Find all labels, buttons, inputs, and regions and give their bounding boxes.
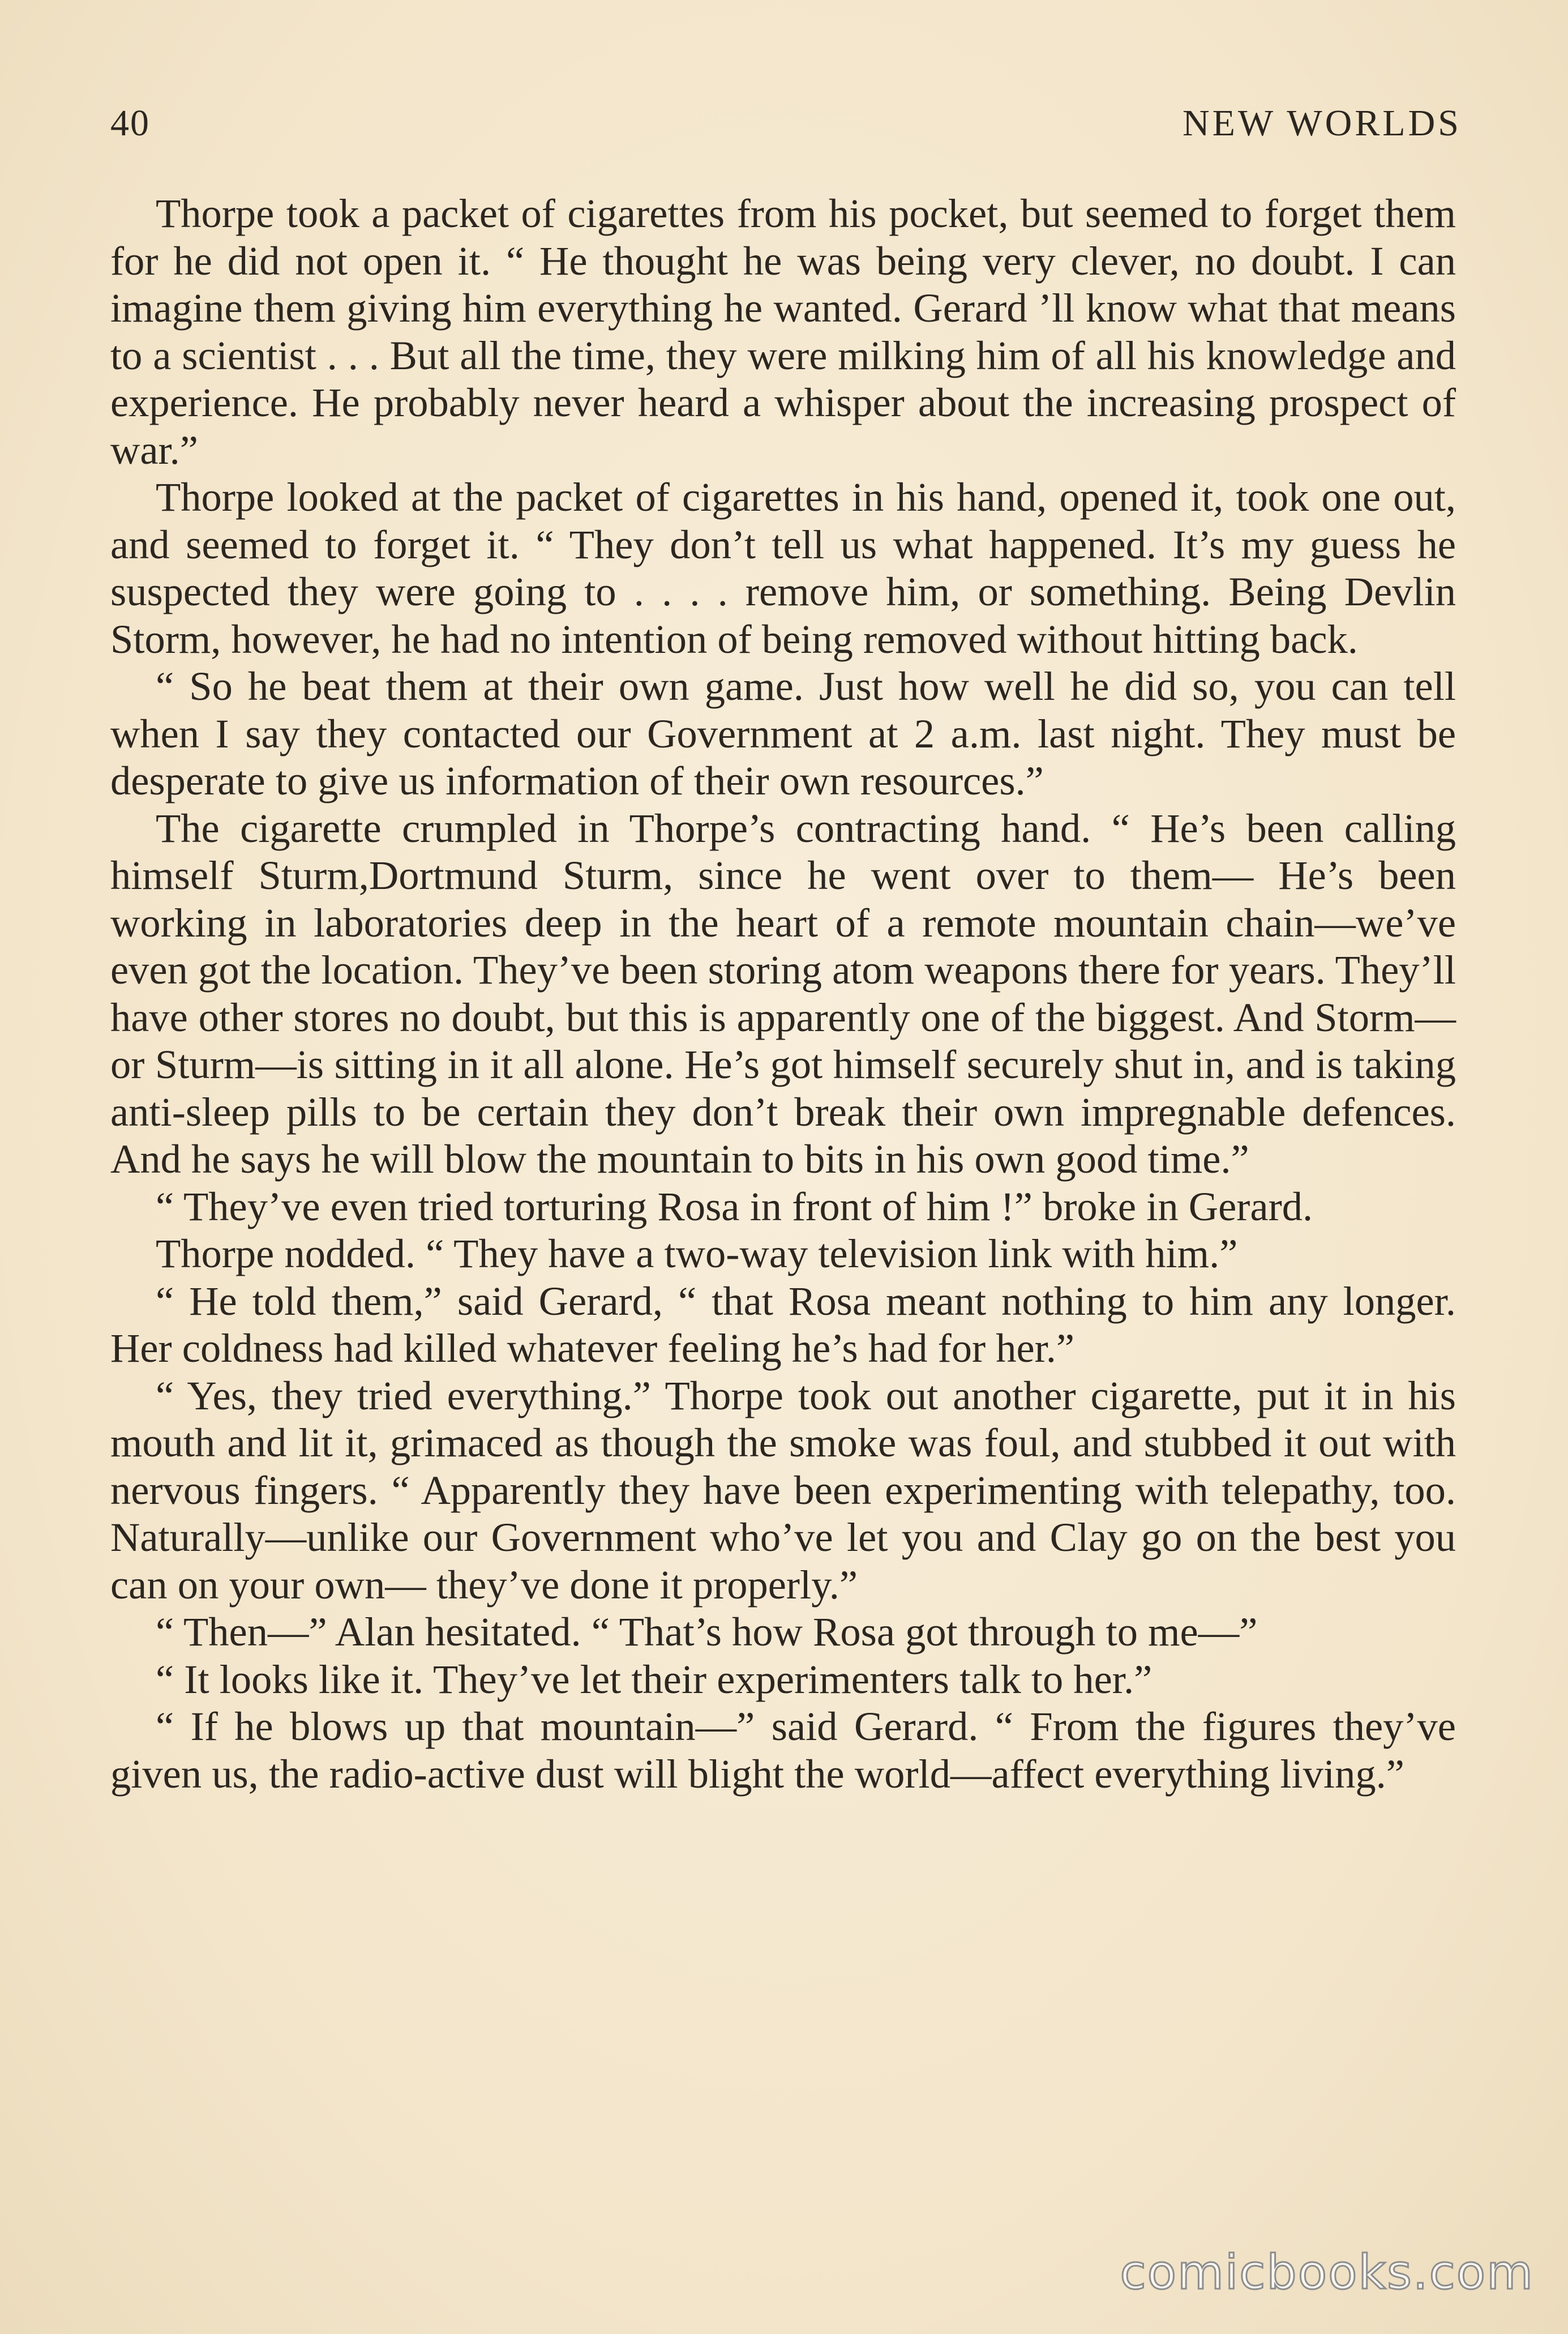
page-header [110,102,1462,153]
paragraph: The cigarette crumpled in Thorpe’s contracting hand. “ He’s been calling himself Sturm,Dortmund Sturm, since he went over to them— He’s been working in laboratories deep in the heart of a remote mountain chain—we’ve even got the location. They’ve been storing atom weapons there for years. They’ll have other stores no doubt, but this is apparently one of the biggest. And Storm—or Sturm—is sitting in it all alone. He’s got himself securely shut in, and is taking anti-sleep pills to be certain they don’t break their own impregnable defences. And he says he will blow the mountain to bits in his own good time.” [110,805,1456,1182]
paragraph: Thorpe took a packet of cigarettes from his pocket, but seemed to forget them for he did not open it. “ He thought he was being very clever, no doubt. I can imagine them giving him everything he wanted. Gerard ’ll know what that means to a scientist . . . But all the time, they were milking him of all his knowledge and experience. He probably never heard a whisper about the increasing prospect of war.” [110,190,1456,473]
paragraph: “ It looks like it. They’ve let their experimenters talk to her.” [156,1656,1153,1702]
paragraph: “ He told them,” said Gerard, “ that Rosa meant nothing to him any longer. Her coldness had killed whatever feeling he’s had for her.” [110,1277,1456,1371]
paragraph: “ They’ve even tried torturing Rosa in front of him !” broke in Gerard. [156,1183,1313,1229]
paragraph: “ Yes, they tried everything.” Thorpe took out another cigarette, put it in his mouth and lit it, grimaced as though the smoke was foul, and stubbed it out with nervous fingers. “ Apparently they have been experimenting with telepathy, too. Naturally—unlike our Government who’ve let you and Clay go on the best you can on your own— they’ve done it properly.” [110,1372,1456,1608]
watermark: comicbooks.com [1120,2245,1534,2300]
page-number: 40 [110,102,150,144]
running-head: NEW WORLDS [1182,102,1462,144]
paragraph: Thorpe looked at the packet of cigarettes in his hand, opened it, took one out, and seemed to forget it. “ They don’t tell us what happened. It’s my guess he suspected they were going to . . . . remove him, or something. Being Devlin Storm, however, he had no intention of being removed without hitting back. [110,474,1456,662]
body-text [110,190,1456,1797]
paragraph: “ So he beat them at their own game. Just how well he did so, you can tell when I say they contacted our Government at 2 a.m. last night. They must be desperate to give us information of their own resources.” [110,663,1456,803]
paragraph: “ If he blows up that mountain—” said Gerard. “ From the figures they’ve given us, the radio-active dust will blight the world—affect everything living.” [110,1703,1456,1797]
paragraph: Thorpe nodded. “ They have a two-way television link with him.” [156,1230,1238,1276]
paragraph: “ Then—” Alan hesitated. “ That’s how Rosa got through to me—” [156,1609,1258,1655]
